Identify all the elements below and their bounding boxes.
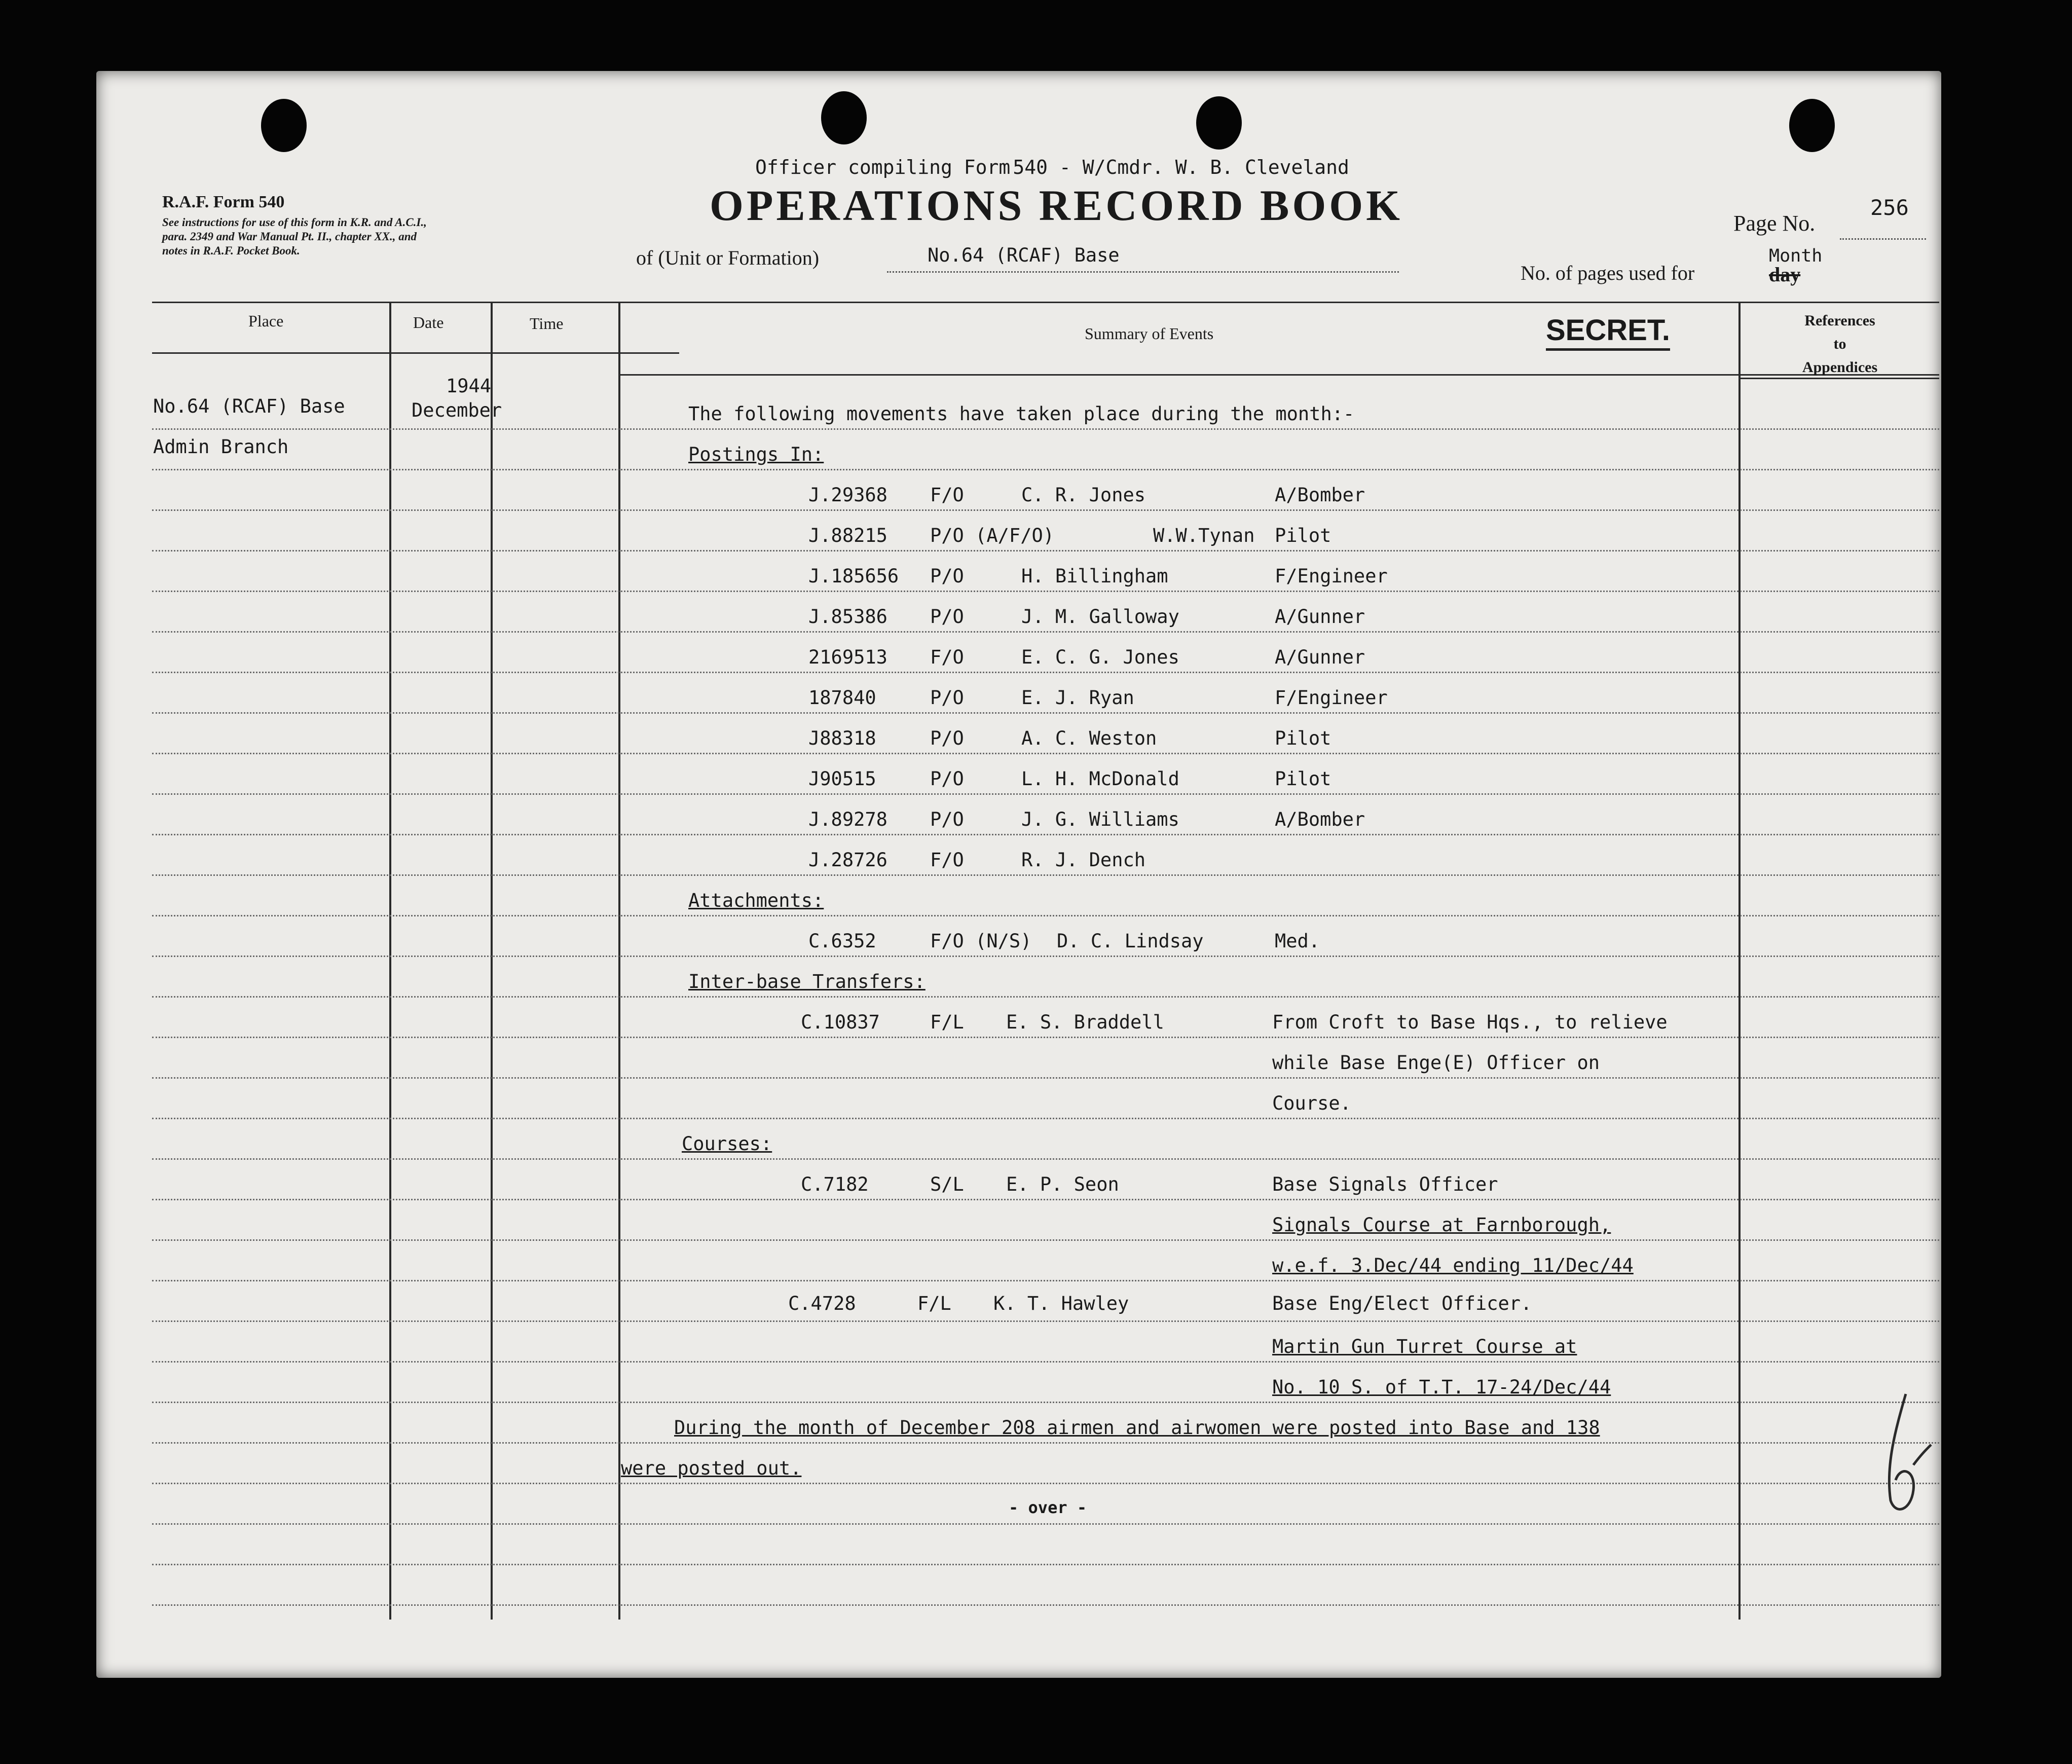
col-header-summary: Summary of Events [1085, 324, 1214, 343]
ruled-line [152, 1158, 1939, 1160]
closing-line1: During the month of December 208 airmen and airwomen were posted into Base and 138 [674, 1417, 1600, 1439]
ruled-line [152, 1280, 1939, 1281]
ruled-line [152, 1199, 1939, 1200]
ruled-line [152, 1604, 1939, 1606]
course-row: C.7182 S/L E. P. Seon Base Signals Officer [801, 1173, 1498, 1195]
posting-row: J.89278 P/O J. G. Williams A/Bomber [808, 808, 1365, 830]
ruled-line [152, 672, 1939, 673]
posting-row: 187840 P/O E. J. Ryan F/Engineer [808, 687, 1388, 709]
col-header-references: References to Appendices [1802, 312, 1878, 376]
course-note: No. 10 S. of T.T. 17-24/Dec/44 [1272, 1376, 1611, 1398]
pages-used-label: No. of pages used for [1521, 262, 1695, 284]
posting-row: J.185656 P/O H. Billingham F/Engineer [808, 565, 1388, 587]
postings-heading: Postings In: [688, 444, 824, 465]
posting-row: J.85386 P/O J. M. Galloway A/Gunner [808, 606, 1365, 628]
place-header-rule [152, 352, 679, 354]
ruled-line [152, 1077, 1939, 1079]
ruled-line [152, 915, 1939, 916]
course-row: C.4728 F/L K. T. Hawley Base Eng/Elect Officer. [788, 1293, 1532, 1314]
ruled-line [152, 834, 1939, 835]
posting-row: J.28726 F/O R. J. Dench [808, 849, 1146, 871]
col-divider-refs [1738, 302, 1741, 1620]
ruled-line [152, 1523, 1939, 1525]
course-note: Signals Course at Farnborough, [1272, 1214, 1611, 1236]
ruled-line [152, 712, 1939, 714]
ruled-line [152, 509, 1939, 511]
course-note: w.e.f. 3.Dec/44 ending 11/Dec/44 [1272, 1255, 1634, 1276]
col-divider-time [618, 302, 620, 1620]
transfer-note: while Base Enge(E) Officer on [1272, 1052, 1600, 1074]
ruled-line [152, 753, 1939, 754]
page-title: OPERATIONS RECORD BOOK [710, 181, 1403, 230]
posting-row: J.88215 P/O (A/F/O) W.W.Tynan Pilot [808, 525, 1331, 546]
form-instructions: See instructions for use of this form in K.R. and A.C.I., para. 2349 and War Manual Pt. II., chapter XX., and notes in R.A.F. Pocket Book. [162, 216, 427, 257]
transfer-note: Course. [1272, 1092, 1351, 1114]
col-header-date: Date [413, 313, 444, 332]
intro-text: The following movements have taken place during the month:- [688, 403, 1355, 425]
col-divider-place [389, 302, 391, 1620]
secret-stamp: SECRET. [1546, 313, 1670, 351]
col-divider-date [491, 302, 493, 1620]
ruled-line [152, 1239, 1939, 1241]
pages-used-value: Month [1769, 246, 1823, 266]
posting-row: J88318 P/O A. C. Weston Pilot [808, 727, 1331, 749]
ruled-line [152, 550, 1939, 552]
ruled-line [152, 591, 1939, 592]
place-line2: Admin Branch [153, 436, 289, 458]
ruled-line [152, 1361, 1939, 1363]
form-page [96, 71, 1941, 1678]
posting-row: J90515 P/O L. H. McDonald Pilot [808, 768, 1331, 790]
ruled-line [152, 469, 1939, 470]
ruled-line [152, 1564, 1939, 1565]
punch-hole-center-right [1196, 96, 1242, 150]
ruled-line [152, 793, 1939, 795]
place-line1: No.64 (RCAF) Base [153, 395, 345, 417]
col-header-time: Time [530, 314, 564, 333]
posting-row: J.29368 F/O C. R. Jones A/Bomber [808, 484, 1365, 506]
closing-line2: were posted out. [621, 1457, 802, 1479]
ruled-line [152, 1442, 1939, 1444]
course-note: Martin Gun Turret Course at [1272, 1336, 1577, 1357]
ruled-line [152, 631, 1939, 633]
page-number-value: 256 [1870, 195, 1909, 220]
pages-used-struck: day [1769, 263, 1801, 286]
ruled-line [152, 956, 1939, 957]
page-number-line [1840, 238, 1926, 240]
footer-over: - over - [1009, 1498, 1087, 1517]
courses-heading: Courses: [682, 1133, 772, 1155]
ruled-line [152, 1320, 1939, 1322]
punch-hole-left [261, 99, 307, 152]
summary-header-rule [618, 374, 1939, 376]
ruled-line [152, 1483, 1939, 1484]
ruled-line [152, 874, 1939, 876]
unit-label: of (Unit or Formation) [636, 246, 820, 269]
unit-line [887, 271, 1399, 273]
punch-hole-right [1789, 99, 1835, 152]
col-header-place: Place [248, 312, 284, 330]
transfers-heading: Inter-base Transfers: [688, 971, 926, 993]
transfer-row: C.10837 F/L E. S. Braddell From Croft to Base Hqs., to relieve [801, 1011, 1668, 1033]
table-top-rule [152, 302, 1939, 303]
posting-row: 2169513 F/O E. C. G. Jones A/Gunner [808, 646, 1365, 668]
attachments-heading: Attachments: [688, 890, 824, 911]
ruled-line [152, 1037, 1939, 1038]
ruled-line [152, 996, 1939, 998]
attachment-row: C.6352 F/O (N/S) D. C. Lindsay Med. [808, 930, 1320, 952]
ruled-line [152, 1118, 1939, 1119]
form-name: R.A.F. Form 540 [162, 193, 285, 211]
date-year: 1944 [446, 375, 492, 397]
officer-compiling: Officer compiling Form 540 - W/Cmdr. W. B. Cleveland [755, 156, 1349, 178]
punch-hole-center-left [821, 91, 867, 144]
ruled-line [152, 428, 1939, 430]
date-month: December [412, 399, 502, 421]
page-number-label: Page No. [1733, 211, 1816, 236]
ruled-line [152, 1402, 1939, 1403]
handwritten-initials [1875, 1389, 1936, 1521]
unit-value: No.64 (RCAF) Base [928, 244, 1120, 266]
